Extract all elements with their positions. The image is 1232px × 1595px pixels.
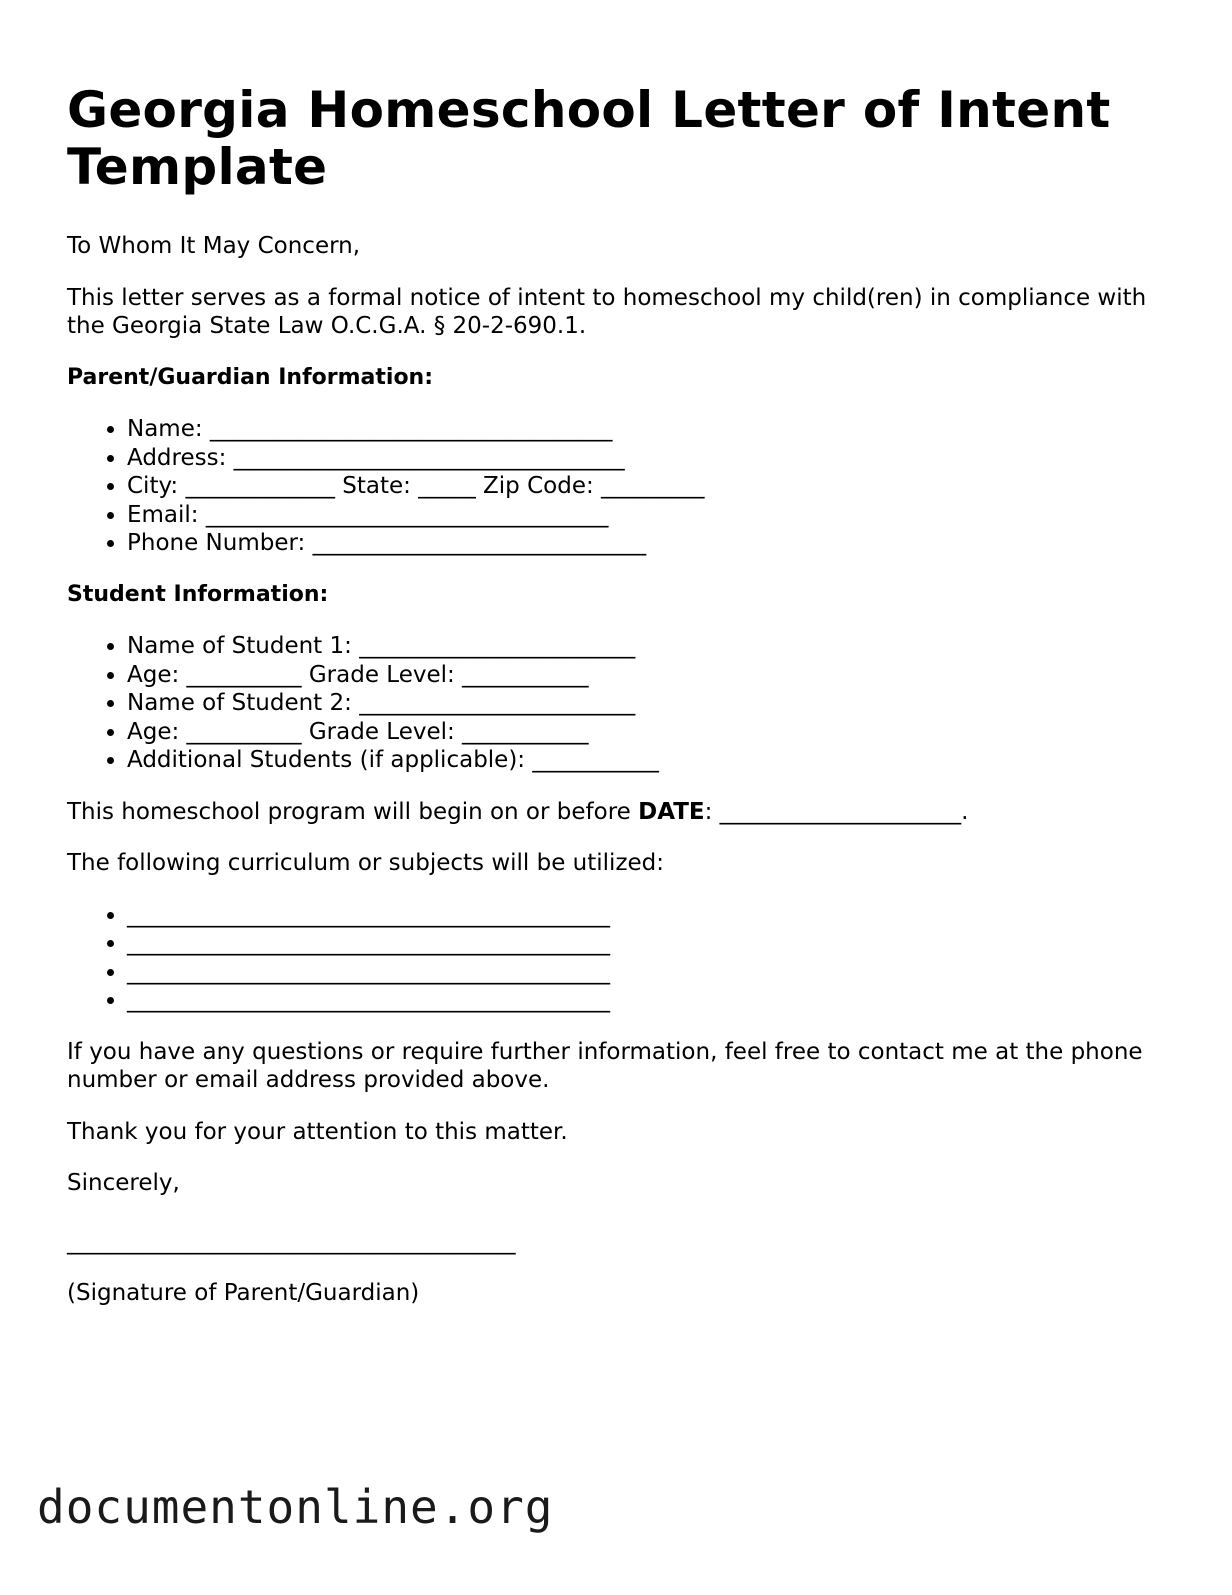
parent-name-field: • Name: ___________________________________ bbox=[127, 415, 1167, 444]
salutation: To Whom It May Concern, bbox=[67, 233, 361, 259]
begin-date-paragraph bbox=[67, 798, 1167, 827]
parent-city-state-zip-field: • City: _____________ State: _____ Zip Code: _________ bbox=[127, 472, 1167, 501]
document-title: Georgia Homeschool Letter of Intent Template bbox=[67, 81, 1111, 196]
curriculum-intro: The following curriculum or subjects will be utilized: bbox=[67, 850, 665, 876]
curriculum-blank-3: • __________________________________________ bbox=[127, 958, 1167, 987]
curriculum-blank-1: • __________________________________________ bbox=[127, 901, 1167, 930]
contact-paragraph: If you have any questions or require further information, feel free to contact me at the phone number or email address provided above. bbox=[67, 1038, 1143, 1093]
begin-date-label: DATE bbox=[638, 798, 705, 825]
watermark: documentonline.org bbox=[37, 1480, 554, 1534]
closing: Sincerely, bbox=[67, 1170, 180, 1196]
additional-students-field: • Additional Students (if applicable): ___________ bbox=[127, 746, 1167, 775]
parent-info-list bbox=[67, 415, 1167, 558]
parent-section-heading: Parent/Guardian Information: bbox=[67, 364, 434, 390]
curriculum-blank-4: • __________________________________________ bbox=[127, 986, 1167, 1015]
student-1-name-field: • Name of Student 1: ________________________ bbox=[127, 632, 1167, 661]
parent-address-field: • Address: __________________________________ bbox=[127, 444, 1167, 473]
curriculum-list bbox=[67, 901, 1167, 1015]
intro-paragraph: This letter serves as a formal notice of intent to homeschool my child(ren) in compliance with the Georgia State Law O.C.G.A. § 20-2-690.1. bbox=[67, 284, 1147, 339]
begin-date-blank: : _____________________. bbox=[704, 798, 969, 825]
student-2-name-field: • Name of Student 2: ________________________ bbox=[127, 689, 1167, 718]
parent-email-field: • Email: ___________________________________ bbox=[127, 501, 1167, 530]
signature-line: _______________________________________ bbox=[67, 1228, 516, 1255]
student-2-age-grade-field: • Age: __________ Grade Level: ___________ bbox=[127, 718, 1167, 747]
curriculum-blank-2: • __________________________________________ bbox=[127, 929, 1167, 958]
student-info-list bbox=[67, 632, 1167, 775]
parent-phone-field: • Phone Number: _____________________________ bbox=[127, 529, 1167, 558]
letter-page bbox=[67, 82, 1167, 1331]
thanks-paragraph: Thank you for your attention to this matter. bbox=[67, 1118, 568, 1145]
signature-caption: (Signature of Parent/Guardian) bbox=[67, 1280, 420, 1306]
student-section-heading: Student Information: bbox=[67, 581, 329, 607]
begin-date-prefix: This homeschool program will begin on or before bbox=[67, 798, 639, 825]
student-1-age-grade-field: • Age: __________ Grade Level: ___________ bbox=[127, 661, 1167, 690]
